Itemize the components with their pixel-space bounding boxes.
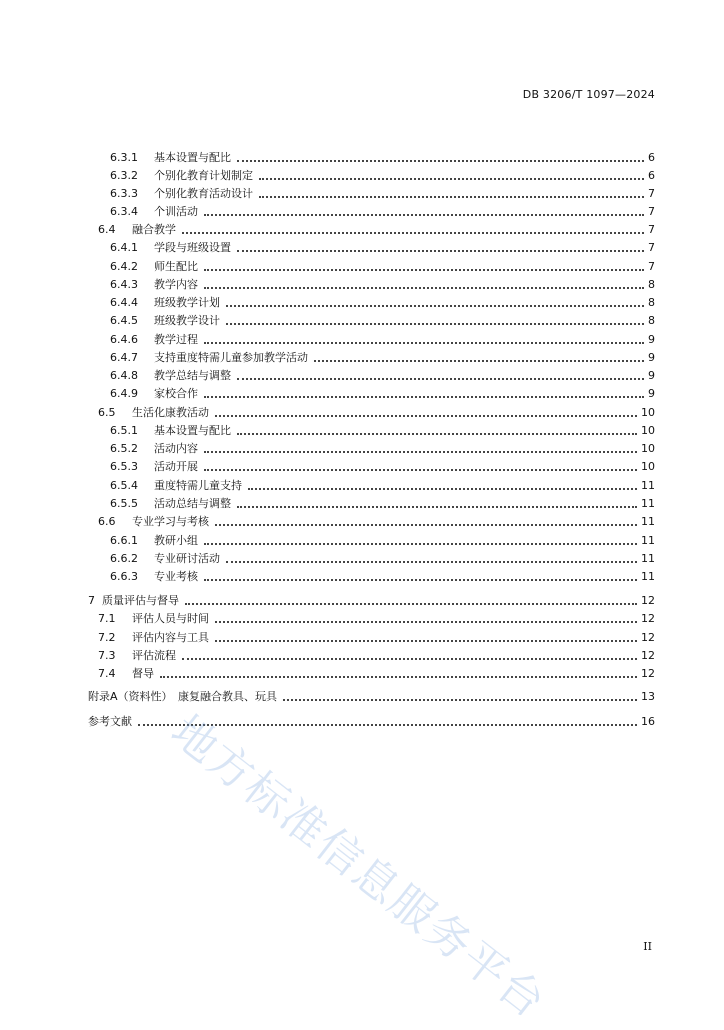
toc-dot-leader xyxy=(204,257,644,271)
toc-entry-title: 附录A（资料性） 康复融合教具、玩具 xyxy=(88,690,278,703)
toc-entry-title: 评估人员与时间 xyxy=(132,612,209,625)
toc-dot-leader xyxy=(215,609,637,623)
toc-entry-number: 6.4 xyxy=(98,222,116,236)
toc-entry[interactable] xyxy=(110,476,655,494)
toc-entry-page: 9 xyxy=(648,386,655,400)
toc-dot-leader xyxy=(237,494,637,508)
toc-entry-title: 生活化康教活动 xyxy=(132,406,209,419)
toc-entry-title: 参考文献 xyxy=(88,715,132,728)
toc-entry-page: 12 xyxy=(641,593,655,607)
toc-entry-number: 6.3.3 xyxy=(110,186,138,200)
toc-dot-leader xyxy=(226,293,644,307)
toc-dot-leader xyxy=(204,384,644,398)
toc-entry-title: 专业考核 xyxy=(154,570,198,583)
toc-entry-number: 7.4 xyxy=(98,666,116,680)
toc-dot-leader xyxy=(204,439,637,453)
toc-entry-page: 13 xyxy=(641,689,655,703)
toc-entry-page: 7 xyxy=(648,186,655,200)
toc-entry-number: 7.1 xyxy=(98,611,116,625)
toc-entry-title: 活动内容 xyxy=(154,442,198,455)
toc-entry-page: 11 xyxy=(641,569,655,583)
toc-entry[interactable] xyxy=(98,220,655,238)
toc-entry[interactable] xyxy=(98,609,655,627)
toc-entry-title: 基本设置与配比 xyxy=(154,151,231,164)
toc-entry[interactable] xyxy=(98,664,655,682)
toc-entry-number: 6.4.6 xyxy=(110,332,138,346)
toc-entry-number: 7.3 xyxy=(98,648,116,662)
toc-entry-title: 教研小组 xyxy=(154,534,198,547)
toc-entry-page: 9 xyxy=(648,350,655,364)
toc-entry-title: 师生配比 xyxy=(154,260,198,273)
toc-entry-number: 6.4.2 xyxy=(110,259,138,273)
toc-entry[interactable] xyxy=(98,403,655,421)
toc-entry-page: 10 xyxy=(641,441,655,455)
toc-entry-number: 6.6 xyxy=(98,514,116,528)
toc-entry-number: 6.5 xyxy=(98,405,116,419)
toc-entry[interactable] xyxy=(88,687,655,705)
toc-entry-number: 6.3.4 xyxy=(110,204,138,218)
toc-entry[interactable] xyxy=(110,348,655,366)
toc-entry-title: 教学总结与调整 xyxy=(154,369,231,382)
toc-entry-title: 个训活动 xyxy=(154,205,198,218)
toc-entry-page: 6 xyxy=(648,168,655,182)
toc-dot-leader xyxy=(237,421,637,435)
toc-entry[interactable] xyxy=(110,293,655,311)
toc-entry[interactable] xyxy=(98,512,655,530)
toc-entry-title: 支持重度特需儿童参加教学活动 xyxy=(154,351,308,364)
toc-entry-page: 16 xyxy=(641,714,655,728)
toc-entry[interactable] xyxy=(88,712,655,730)
toc-entry-number: 6.5.3 xyxy=(110,459,138,473)
toc-entry[interactable] xyxy=(110,184,655,202)
toc-entry-number: 6.6.2 xyxy=(110,551,138,565)
toc-dot-leader xyxy=(204,457,637,471)
toc-dot-leader xyxy=(204,202,644,216)
toc-dot-leader xyxy=(182,646,637,660)
toc-entry[interactable] xyxy=(110,457,655,475)
toc-entry-page: 10 xyxy=(641,423,655,437)
toc-entry-page: 10 xyxy=(641,405,655,419)
toc-dot-leader xyxy=(204,330,644,344)
toc-entry-number: 7.2 xyxy=(98,630,116,644)
toc-entry-title: 融合教学 xyxy=(132,223,176,236)
toc-dot-leader xyxy=(160,664,637,678)
toc-entry-title: 专业研讨活动 xyxy=(154,552,220,565)
toc-entry[interactable] xyxy=(110,238,655,256)
toc-entry-title: 质量评估与督导 xyxy=(102,594,179,607)
toc-entry-title: 班级教学设计 xyxy=(154,314,220,327)
toc-dot-leader xyxy=(182,220,644,234)
toc-dot-leader xyxy=(237,238,644,252)
document-header: DB 3206/T 1097—2024 xyxy=(522,88,655,101)
toc-dot-leader xyxy=(283,687,637,701)
toc-entry[interactable] xyxy=(110,366,655,384)
toc-entry[interactable] xyxy=(110,439,655,457)
toc-dot-leader xyxy=(204,275,644,289)
toc-dot-leader xyxy=(237,366,644,380)
toc-entry-title: 教学过程 xyxy=(154,333,198,346)
toc-entry-number: 6.5.2 xyxy=(110,441,138,455)
toc-entry-page: 8 xyxy=(648,295,655,309)
toc-entry-title: 个别化教育计划制定 xyxy=(154,169,253,182)
toc-dot-leader xyxy=(226,549,637,563)
toc-dot-leader xyxy=(138,712,637,726)
toc-entry-title: 评估流程 xyxy=(132,649,176,662)
toc-entry-title: 家校合作 xyxy=(154,387,198,400)
toc-entry-number: 6.3.2 xyxy=(110,168,138,182)
toc-entry[interactable] xyxy=(110,421,655,439)
toc-entry[interactable] xyxy=(98,628,655,646)
toc-entry-number: 6.3.1 xyxy=(110,150,138,164)
toc-entry-title: 教学内容 xyxy=(154,278,198,291)
toc-dot-leader xyxy=(226,311,644,325)
toc-entry-number: 6.5.1 xyxy=(110,423,138,437)
toc-entry-number: 6.6.1 xyxy=(110,533,138,547)
toc-dot-leader xyxy=(259,166,644,180)
toc-entry[interactable] xyxy=(110,311,655,329)
toc-dot-leader xyxy=(248,476,637,490)
toc-entry-page: 9 xyxy=(648,332,655,346)
watermark: 地方标准信息服务平台 xyxy=(161,705,556,1029)
toc-entry-number: 6.5.4 xyxy=(110,478,138,492)
toc-entry-number: 6.4.8 xyxy=(110,368,138,382)
toc-entry-number: 6.4.9 xyxy=(110,386,138,400)
toc-entry-number: 6.4.4 xyxy=(110,295,138,309)
toc-entry-page: 7 xyxy=(648,222,655,236)
toc-entry-title: 学段与班级设置 xyxy=(154,241,231,254)
toc-entry[interactable] xyxy=(110,494,655,512)
toc-entry-page: 9 xyxy=(648,368,655,382)
toc-entry[interactable] xyxy=(110,384,655,402)
toc-entry-page: 6 xyxy=(648,150,655,164)
toc-entry-number: 6.4.1 xyxy=(110,240,138,254)
toc-entry-page: 12 xyxy=(641,666,655,680)
toc-dot-leader xyxy=(215,512,637,526)
toc-entry-page: 12 xyxy=(641,648,655,662)
toc-entry-number: 6.4.3 xyxy=(110,277,138,291)
toc-entry-page: 11 xyxy=(641,551,655,565)
toc-entry-number: 6.4.5 xyxy=(110,313,138,327)
toc-entry[interactable] xyxy=(110,330,655,348)
toc-entry[interactable] xyxy=(88,591,655,609)
toc-entry-page: 7 xyxy=(648,204,655,218)
toc-entry-title: 活动总结与调整 xyxy=(154,497,231,510)
toc-dot-leader xyxy=(237,148,644,162)
toc-entry-page: 7 xyxy=(648,259,655,273)
toc-entry-title: 个别化教育活动设计 xyxy=(154,187,253,200)
toc-dot-leader xyxy=(204,531,637,545)
toc-entry-page: 12 xyxy=(641,630,655,644)
toc-entry[interactable] xyxy=(110,148,655,166)
toc-entry-page: 8 xyxy=(648,277,655,291)
toc-entry-title: 评估内容与工具 xyxy=(132,631,209,644)
toc-entry-page: 11 xyxy=(641,514,655,528)
toc-entry[interactable] xyxy=(110,549,655,567)
toc-entry-page: 8 xyxy=(648,313,655,327)
toc-entry-number: 7 xyxy=(88,593,95,607)
toc-entry-page: 7 xyxy=(648,240,655,254)
toc-entry-page: 12 xyxy=(641,611,655,625)
toc-dot-leader xyxy=(215,628,637,642)
page-number: II xyxy=(643,940,652,953)
toc-entry-title: 基本设置与配比 xyxy=(154,424,231,437)
toc-entry[interactable] xyxy=(110,567,655,585)
toc-entry[interactable] xyxy=(110,531,655,549)
toc-dot-leader xyxy=(259,184,644,198)
toc-entry[interactable] xyxy=(110,202,655,220)
toc-entry-number: 6.4.7 xyxy=(110,350,138,364)
toc-entry-number: 6.6.3 xyxy=(110,569,138,583)
toc-entry-title: 重度特需儿童支持 xyxy=(154,479,242,492)
toc-entry-page: 11 xyxy=(641,478,655,492)
toc-dot-leader xyxy=(314,348,644,362)
toc-entry-page: 10 xyxy=(641,459,655,473)
toc-entry[interactable] xyxy=(98,646,655,664)
toc-entry[interactable] xyxy=(110,257,655,275)
toc-dot-leader xyxy=(204,567,637,581)
toc-entry-title: 专业学习与考核 xyxy=(132,515,209,528)
toc-entry[interactable] xyxy=(110,166,655,184)
toc-entry-number: 6.5.5 xyxy=(110,496,138,510)
toc-entry-title: 督导 xyxy=(132,667,154,680)
toc-entry-title: 班级教学计划 xyxy=(154,296,220,309)
toc-entry-page: 11 xyxy=(641,533,655,547)
toc-dot-leader xyxy=(185,591,637,605)
toc-entry-title: 活动开展 xyxy=(154,460,198,473)
toc-entry-page: 11 xyxy=(641,496,655,510)
toc-entry[interactable] xyxy=(110,275,655,293)
toc-dot-leader xyxy=(215,403,637,417)
